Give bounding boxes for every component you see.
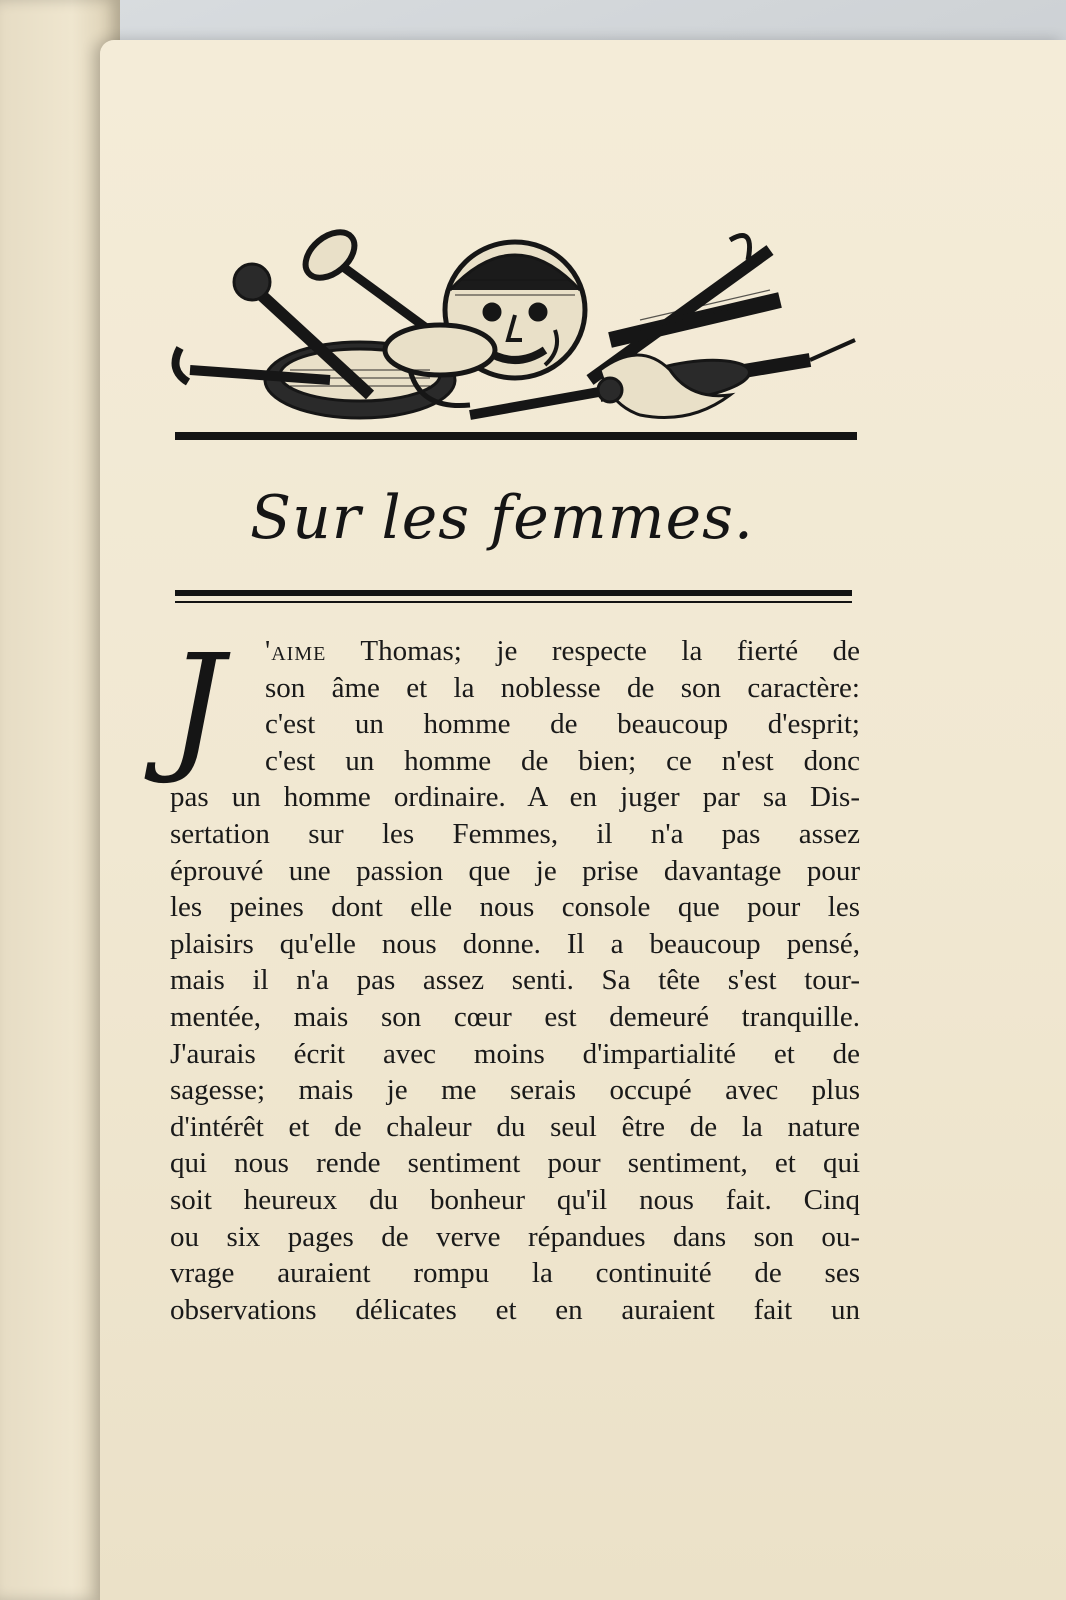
text-line — [170, 1291, 860, 1329]
line-text: son âme et la noblesse de son caractère: — [265, 671, 860, 704]
text-line — [170, 1071, 860, 1109]
line-text: mais il n'a pas assez senti. Sa tête s'est tour- — [170, 964, 860, 997]
text-line — [170, 888, 860, 926]
line-text: sertation sur les Femmes, il n'a pas assez — [170, 818, 860, 850]
text-line — [265, 632, 860, 670]
text-line — [170, 1218, 860, 1256]
drop-cap: J — [168, 625, 225, 788]
line-text: soit heureux du bonheur qu'il nous fait. Cinq — [170, 1184, 860, 1216]
line-text: J'aurais écrit avec moins d'impartialité et de — [170, 1037, 860, 1070]
text-line — [170, 1181, 860, 1219]
text-line — [170, 1035, 860, 1073]
text-line — [265, 669, 860, 707]
woodcut-vignette — [170, 220, 860, 455]
line-text: plaisirs qu'elle nous donne. Il a beaucoup pensé, — [170, 927, 860, 960]
text-line — [265, 742, 860, 780]
line-text: c'est un homme de bien; ce n'est donc — [265, 744, 860, 777]
opening-word: 'aime — [265, 635, 327, 667]
line-text: ou six pages de verve répandues dans son ou- — [170, 1220, 860, 1253]
chapter-title: Sur les femmes. — [250, 483, 754, 553]
bottom-rule-thin — [175, 601, 852, 603]
line-text: les peines dont elle nous console que pour les — [170, 891, 860, 924]
line-text: pas un homme ordinaire. A en juger par sa Dis- — [170, 781, 860, 814]
text-line — [170, 925, 860, 963]
line-text: vrage auraient rompu la continuité de ses — [170, 1257, 860, 1290]
text-line — [170, 1254, 860, 1292]
line-text: qui nous rende sentiment pour sentiment, et qui — [170, 1147, 860, 1180]
line-text: d'intérêt et de chaleur du seul être de la nature — [170, 1110, 860, 1143]
text-line — [170, 815, 860, 853]
text-line — [170, 1108, 860, 1146]
line-text: sagesse; mais je me serais occupé avec plus — [170, 1074, 860, 1107]
text-line — [265, 705, 860, 743]
text-line — [170, 852, 860, 890]
text-line — [170, 1144, 860, 1182]
top-rule — [175, 432, 857, 440]
text-line — [170, 998, 860, 1036]
line-text: Thomas; je respecte la fierté de — [326, 635, 860, 667]
line-text: c'est un homme de beaucoup d'esprit; — [265, 708, 860, 741]
line-text: mentée, mais son cœur est demeuré tranquille. — [170, 1001, 860, 1033]
text-line — [170, 961, 860, 999]
bottom-rule-thick — [175, 590, 852, 596]
line-text: éprouvé une passion que je prise davantage pour — [170, 854, 860, 887]
line-text: observations délicates et en auraient fait un — [170, 1293, 860, 1326]
text-line — [170, 778, 860, 816]
